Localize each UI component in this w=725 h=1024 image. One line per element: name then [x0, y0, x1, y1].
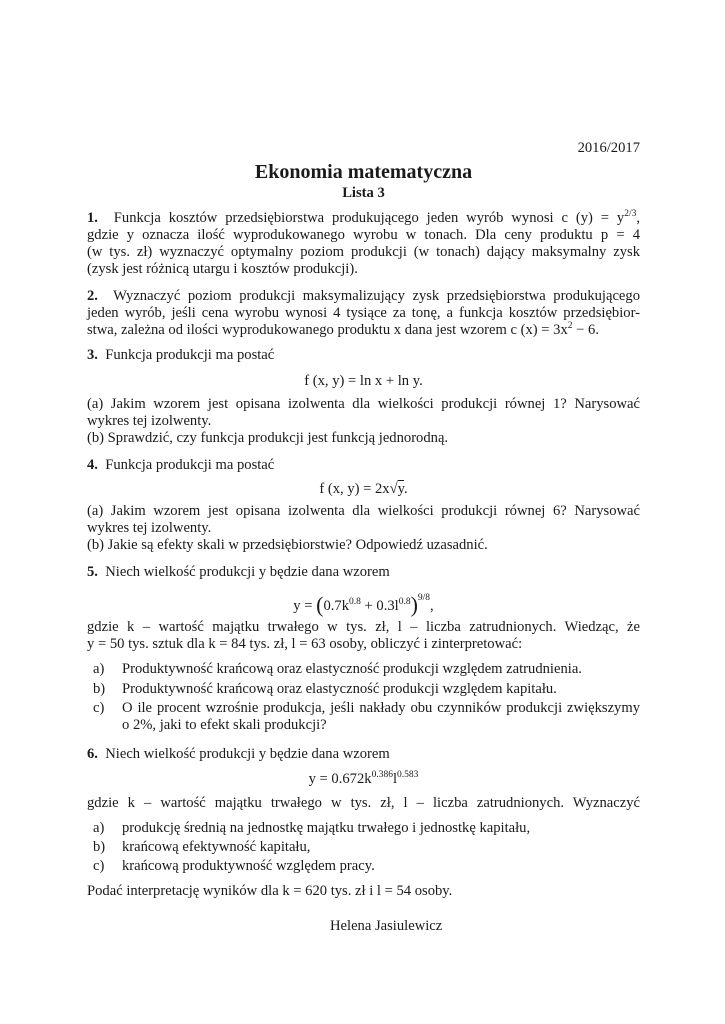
close-paren: ) [410, 592, 418, 617]
problem-5-line-2: y = 50 tys. sztuk dla k = 84 tys. zł, l = 63 osoby, obliczyć i zinterpretować: [87, 636, 523, 652]
problem-2-line-3 [87, 322, 640, 339]
sqrt-symbol: √ [389, 481, 398, 497]
problem-6-number: 6. [87, 746, 98, 762]
problem-3-task-b: (b) Sprawdzić, czy funkcja produkcji jest funkcją jednorodną. [87, 430, 449, 446]
problem-3-tasks [87, 396, 640, 447]
academic-year: 2016/2017 [577, 140, 640, 156]
problem-2 [87, 288, 640, 339]
problem-4-radicand: y [397, 481, 404, 497]
problem-4-tasks [87, 503, 640, 554]
problem-6-exp-1: 0.386 [371, 770, 393, 780]
problem-4-task-b: (b) Jakie są efekty skali w przedsiębiorstwie? Odpowiedź uzasadnić. [87, 537, 488, 553]
list-text: produkcję średnią na jednostkę majątku trwałego i jednostkę kapitału, [122, 820, 531, 836]
problem-2-text-3a: stwa, zależna od ilości wyprodukowanego produktu x dana jest wzorem c (x) = 3x [87, 322, 568, 338]
problem-3-formula: f (x, y) = ln x + ln y. [304, 373, 423, 389]
problem-5-exp-3: 9/8 [417, 593, 431, 603]
list-label: b) [93, 839, 106, 855]
list-label: a) [93, 820, 105, 836]
list-text [122, 700, 640, 734]
problem-6-intro [87, 746, 640, 763]
page-title: Ekonomia matematyczna [254, 161, 473, 183]
list-text: krańcową efektywność kapitału, [122, 839, 311, 855]
problem-2-number: 2. [87, 288, 98, 304]
list-text: krańcową produktywność względem pracy. [122, 858, 375, 874]
list-text-line: o 2%, jaki to efekt skali produkcji? [122, 717, 327, 733]
problem-1-line-4: (zysk jest różnicą utargu i kosztów produkcji). [87, 261, 358, 277]
problem-4-formula-end: . [403, 481, 408, 497]
problem-1-line-3: (w tys. zł) wyznaczyć optymalny poziom produkcji (w tonach) dający maksymalny zysk [87, 244, 640, 260]
problem-5-term-b: + 0.3l [360, 598, 399, 614]
problem-1-text-a: Funkcja kosztów przedsiębiorstwa produkującego jeden wyrób wynosi c (y) = y [113, 210, 625, 226]
problem-4-task-a-line-1: (a) Jakim wzorem jest opisana izolwenta dla wielkości produkcji równej 6? Narysować [87, 503, 640, 519]
problem-6-formula-a: y = 0.672k [308, 771, 372, 787]
problem-5-intro-line [87, 564, 640, 581]
problem-3-number: 3. [87, 347, 98, 363]
problem-1 [87, 210, 640, 278]
problem-1-line-1 [87, 210, 640, 227]
problem-1-number: 1. [87, 210, 98, 226]
problem-6-closing-line: Podać interpretację wyników dla k = 620 tys. zł i l = 54 osoby. [87, 883, 453, 899]
problem-5-exp-2: 0.8 [398, 597, 411, 607]
list-label: c) [93, 858, 105, 874]
problem-4-formula [87, 481, 640, 498]
problem-4-intro [87, 457, 640, 474]
problem-6-body [87, 795, 640, 812]
list-text [122, 681, 640, 698]
page-subtitle: Lista 3 [342, 185, 385, 201]
problem-1-line-2: gdzie y oznacza ilość wyprodukowanego wyrobu w tonach. Dla ceny produktu p = 4 [87, 227, 640, 243]
problem-5-formula-lhs: y = [293, 598, 317, 614]
problem-6-intro-line [87, 746, 640, 763]
problem-5-exp-1: 0.8 [349, 597, 361, 607]
problem-5-body [87, 619, 640, 653]
problem-1-exponent: 2/3 [624, 209, 637, 219]
problem-5-intro-text: Niech wielkość produkcji y będzie dana wzorem [105, 564, 390, 580]
problem-3-intro [87, 347, 640, 364]
problem-6-formula [87, 771, 640, 788]
problem-2-text-1: Wyznaczyć poziom produkcji maksymalizujący zysk przedsiębiorstwa produkującego [113, 288, 640, 304]
open-paren: ( [316, 592, 324, 617]
list-text-line: Produktywność krańcową oraz elastyczność produkcji względem zatrudnienia. [122, 661, 582, 677]
list-text [122, 661, 640, 678]
problem-4-intro-text: Funkcja produkcji ma postać [105, 457, 275, 473]
problem-6-intro-text: Niech wielkość produkcji y będzie dana wzorem [105, 746, 390, 762]
problem-4-number: 4. [87, 457, 98, 473]
problem-5-intro [87, 564, 640, 581]
list-label: b) [93, 681, 106, 697]
problem-5-formula [87, 592, 640, 618]
problem-4-intro-line [87, 457, 640, 474]
problem-3-intro-text: Funkcja produkcji ma postać [105, 347, 275, 363]
problem-1-text-b: , [636, 210, 641, 226]
problem-6-line-1: gdzie k – wartość majątku trwałego w tys. zł, l – liczba zatrudnionych. Wyznaczyć [87, 795, 640, 811]
problem-4-task-a-line-2: wykres tej izolwenty. [87, 520, 212, 536]
problem-2-line-1 [87, 288, 640, 305]
list-label: c) [93, 700, 105, 716]
problem-3-task-a-line-1: (a) Jakim wzorem jest opisana izolwenta dla wielkości produkcji równej 1? Narysować [87, 396, 640, 412]
problem-6-closing [87, 883, 640, 900]
problem-2-line-2: jeden wyrób, jeśli cena wyrobu wynosi 4 tysiące za tonę, a funkcja kosztów przedsiębior- [87, 305, 640, 321]
problem-5-number: 5. [87, 564, 98, 580]
problem-5-term-a: 0.7k [323, 598, 349, 614]
problem-6-exp-2: 0.583 [397, 770, 419, 780]
problem-6-formula-b: l [392, 771, 398, 787]
list-text-line: Produktywność krańcową oraz elastyczność produkcji względem kapitału. [122, 681, 557, 697]
author-name: Helena Jasiulewicz [330, 918, 443, 934]
problem-2-exponent: 2 [567, 321, 573, 331]
problem-5-line-1: gdzie k – wartość majątku trwałego w tys. zł, l – liczba zatrudnionych. Wiedząc, że [87, 619, 640, 635]
list-label: a) [93, 661, 105, 677]
problem-5-formula-end: , [430, 598, 434, 614]
problem-2-text-3b: − 6. [572, 322, 600, 338]
problem-3-task-a-line-2: wykres tej izolwenty. [87, 413, 212, 429]
problem-3-intro-line [87, 347, 640, 364]
list-text-line: O ile procent wzrośnie produkcja, jeśli nakłady obu czynników produkcji zwiększymy [122, 700, 640, 716]
problem-4-formula-a: f (x, y) = 2x [319, 481, 390, 497]
